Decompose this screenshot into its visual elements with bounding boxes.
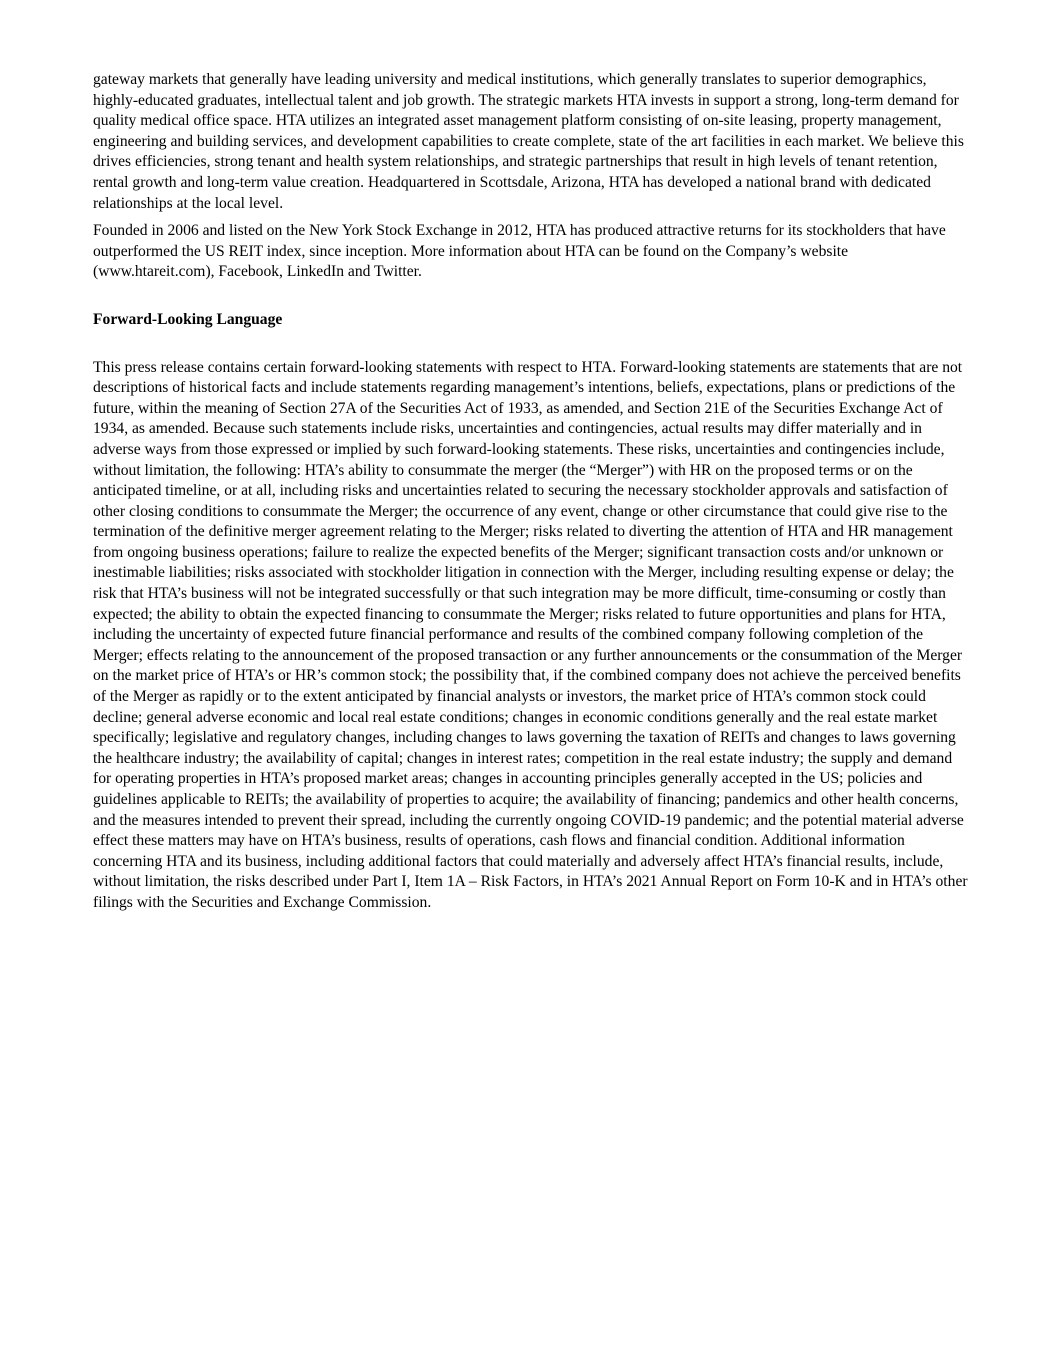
forward-looking-paragraph: This press release contains certain forward-looking statements with respect to HTA. Forward-looking statements are statements that are not descriptions of historical facts and include statements regarding management’s intentions, beliefs, expectations, plans or predictions of the future, within the meaning of Section 27A of the Securities Act of 1933, as amended, and Section 21E of the Securities Exchange Act of 1934, as amended. Because such statements include risks, uncertainties and contingencies, actual results may differ materially and in adverse ways from those expressed or implied by such forward-looking statements. These risks, uncertainties and contingencies include, without limitation, the following: HTA’s ability to consummate the merger (the “Merger”) with HR on the proposed terms or on the anticipated timeline, or at all, including risks and uncertainties related to securing the necessary stockholder approvals and satisfaction of other closing conditions to consummate the Merger; the occurrence of any event, change or other circumstance that could give rise to the termination of the definitive merger agreement relating to the Merger; risks related to diverting the attention of HTA and HR management from ongoing business operations; failure to realize the expected benefits of the Merger; significant transaction costs and/or unknown or inestimable liabilities; risks associated with stockholder litigation in connection with the Merger, including resulting expense or delay; the risk that HTA’s business will not be integrated successfully or that such integration may be more difficult, time-consuming or costly than expected; the ability to obtain the expected financing to consummate the Merger; risks related to future opportunities and plans for HTA, including the uncertainty of expected future financial performance and results of the combined company following completion of the Merger; effects relating to the announcement of the proposed transaction or any further announcements or the consummation of the Merger on the market price of HTA’s or HR’s common stock; the possibility that, if the combined company does not achieve the perceived benefits of the Merger as rapidly or to the extent anticipated by financial analysts or investors, the market price of HTA’s common stock could decline; general adverse economic and local real estate conditions; changes in economic conditions generally and the real estate market specifically; legislative and regulatory changes, including changes to laws governing the taxation of REITs and changes to laws governing the healthcare industry; the availability of capital; changes in interest rates; competition in the real estate industry; the supply and demand for operating properties in HTA’s proposed market areas; changes in accounting principles generally accepted in the US; policies and guidelines applicable to REITs; the availability of properties to acquire; the availability of financing; pandemics and other health concerns, and the measures intended to prevent their spread, including the currently ongoing COVID-19 pandemic; and the potential material adverse effect these matters may have on HTA’s business, results of operations, cash flows and financial condition. Additional information concerning HTA and its business, including additional factors that could materially and adversely affect HTA’s financial results, include, without limitation, the risks described under Part I, Item 1A – Risk Factors, in HTA’s 2021 Annual Report on Form 10-K and in HTA’s other filings with the Securities and Exchange Commission.	[93, 358, 968, 911]
founded-paragraph: Founded in 2006 and listed on the New York Stock Exchange in 2012, HTA has produced attractive returns for its stockholders that have outperformed the US REIT index, since inception. More information about HTA can be found on the Company’s website (www.htareit.com), Facebook, LinkedIn and Twitter.	[93, 222, 946, 281]
document-page	[93, 70, 969, 914]
section-heading: Forward-Looking Language	[93, 310, 283, 328]
intro-paragraph: gateway markets that generally have leading university and medical institutions, which generally translates to superior demographics, highly-educated graduates, intellectual talent and job growth. The strategic markets HTA invests in support a strong, long-term demand for quality medical office space. HTA utilizes an integrated asset management platform consisting of on-site leasing, property management, engineering and building services, and development capabilities to create complete, state of the art facilities in each market. We believe this drives efficiencies, strong tenant and health system relationships, and strategic partnerships that result in high levels of tenant retention, rental growth and long-term value creation. Headquartered in Scottsdale, Arizona, HTA has developed a national brand with dedicated relationships at the local level.	[93, 71, 964, 212]
